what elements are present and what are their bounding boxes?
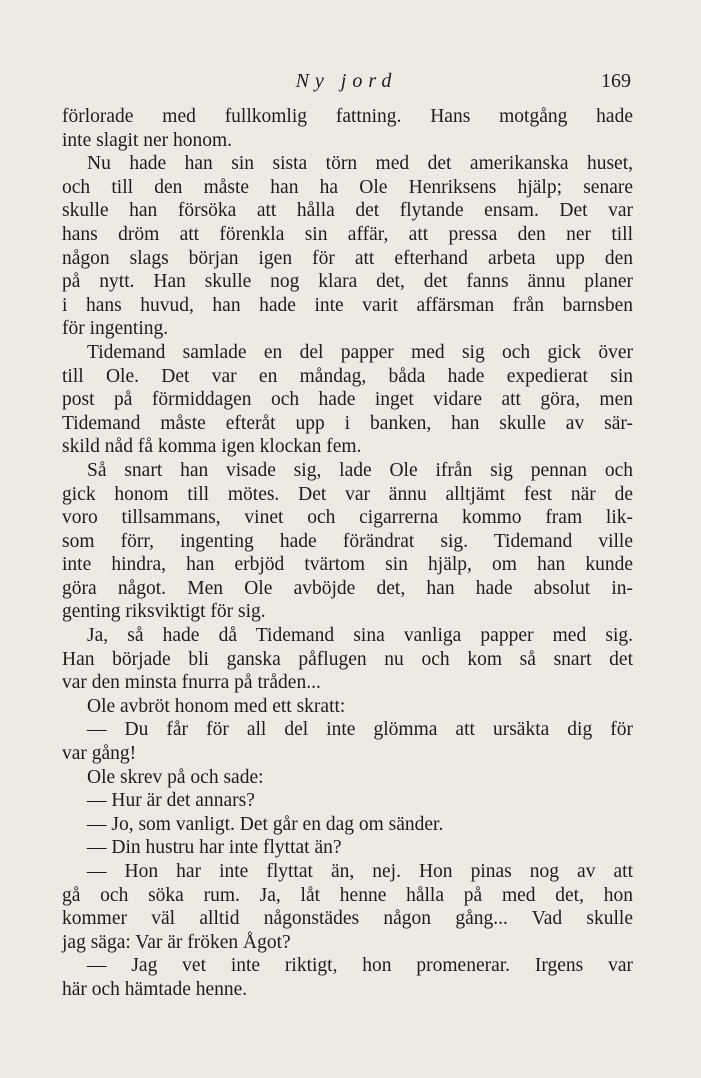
text-line: göra något. Men Ole avböjde det, han hade absolut in- <box>62 577 633 599</box>
text-line: Ole skrev på och sade: <box>87 766 264 788</box>
text-line: för ingenting. <box>62 318 169 340</box>
page-header <box>62 70 631 100</box>
text-line: — Din hustru har inte flyttat än? <box>87 837 342 859</box>
text-line: och till den måste han ha Ole Henriksens hjälp; senare <box>62 176 633 198</box>
text-line: — Jag vet inte riktigt, hon promenerar. Irgens var <box>87 955 633 977</box>
text-line: Tidemand samlade en del papper med sig och gick över <box>87 341 633 363</box>
text-line: någon slags början igen för att efterhand arbeta upp den <box>62 247 633 269</box>
text-line: jag säga: Var är fröken Ågot? <box>62 931 291 953</box>
text-line: Tidemand måste efteråt upp i banken, han skulle av sär- <box>62 412 633 434</box>
text-line: förlorade med fullkomlig fattning. Hans motgång hade <box>62 106 633 127</box>
page-number: 169 <box>601 70 631 92</box>
text-line: skild nåd få komma igen klockan fem. <box>62 436 362 458</box>
text-line: som förr, ingenting hade förändrat sig. Tidemand ville <box>62 530 633 552</box>
text-line: genting riksviktigt för sig. <box>62 601 266 623</box>
text-line: hans dröm att förenkla sin affär, att pressa den ner till <box>62 223 633 245</box>
text-line: till Ole. Det var en måndag, båda hade expedierat sin <box>62 365 633 387</box>
text-line: var gång! <box>62 743 137 765</box>
text-line: Ole avbröt honom med ett skratt: <box>87 695 346 717</box>
text-line: — Du får för all del inte glömma att ursäkta dig för <box>87 719 633 741</box>
text-line: skulle han försöka att hålla det flytande ensam. Det var <box>62 200 633 222</box>
text-line: post på förmiddagen och hade inget vidare att göra, men <box>62 389 633 411</box>
text-line: var den minsta fnurra på tråden... <box>62 672 321 694</box>
text-line: gick honom till mötes. Det var ännu alltjämt fest när de <box>62 483 633 505</box>
text-line: Så snart han visade sig, lade Ole ifrån sig pennan och <box>87 459 633 481</box>
text-line: gå och söka rum. Ja, låt henne hålla på med det, hon <box>62 884 633 906</box>
running-title: Ny jord <box>295 70 398 92</box>
text-line: Han började bli ganska påflugen nu och kom så snart det <box>62 648 633 670</box>
text-line: — Jo, som vanligt. Det går en dag om sänder. <box>87 813 444 835</box>
text-line: — Hur är det annars? <box>87 790 255 812</box>
text-line: inte hindra, han erbjöd tvärtom sin hjälp, om han kunde <box>62 554 633 576</box>
text-line: på nytt. Han skulle nog klara det, det fanns ännu planer <box>62 271 633 293</box>
body-text <box>62 105 633 1002</box>
text-line: inte slagit ner honom. <box>62 129 233 151</box>
text-line: Nu hade han sin sista törn med det amerikanska huset, <box>87 153 633 175</box>
text-line: kommer väl alltid någonstädes någon gång... Vad skulle <box>62 908 633 930</box>
text-line: i hans huvud, han hade inte varit affärsman från barnsben <box>62 294 633 316</box>
text-line: — Hon har inte flyttat än, nej. Hon pinas nog av att <box>87 861 633 882</box>
text-line: voro tillsammans, vinet och cigarrerna kommo fram lik- <box>62 507 633 529</box>
text-line: Ja, så hade då Tidemand sina vanliga papper med sig. <box>87 625 633 647</box>
text-line: här och hämtade henne. <box>62 978 248 1000</box>
